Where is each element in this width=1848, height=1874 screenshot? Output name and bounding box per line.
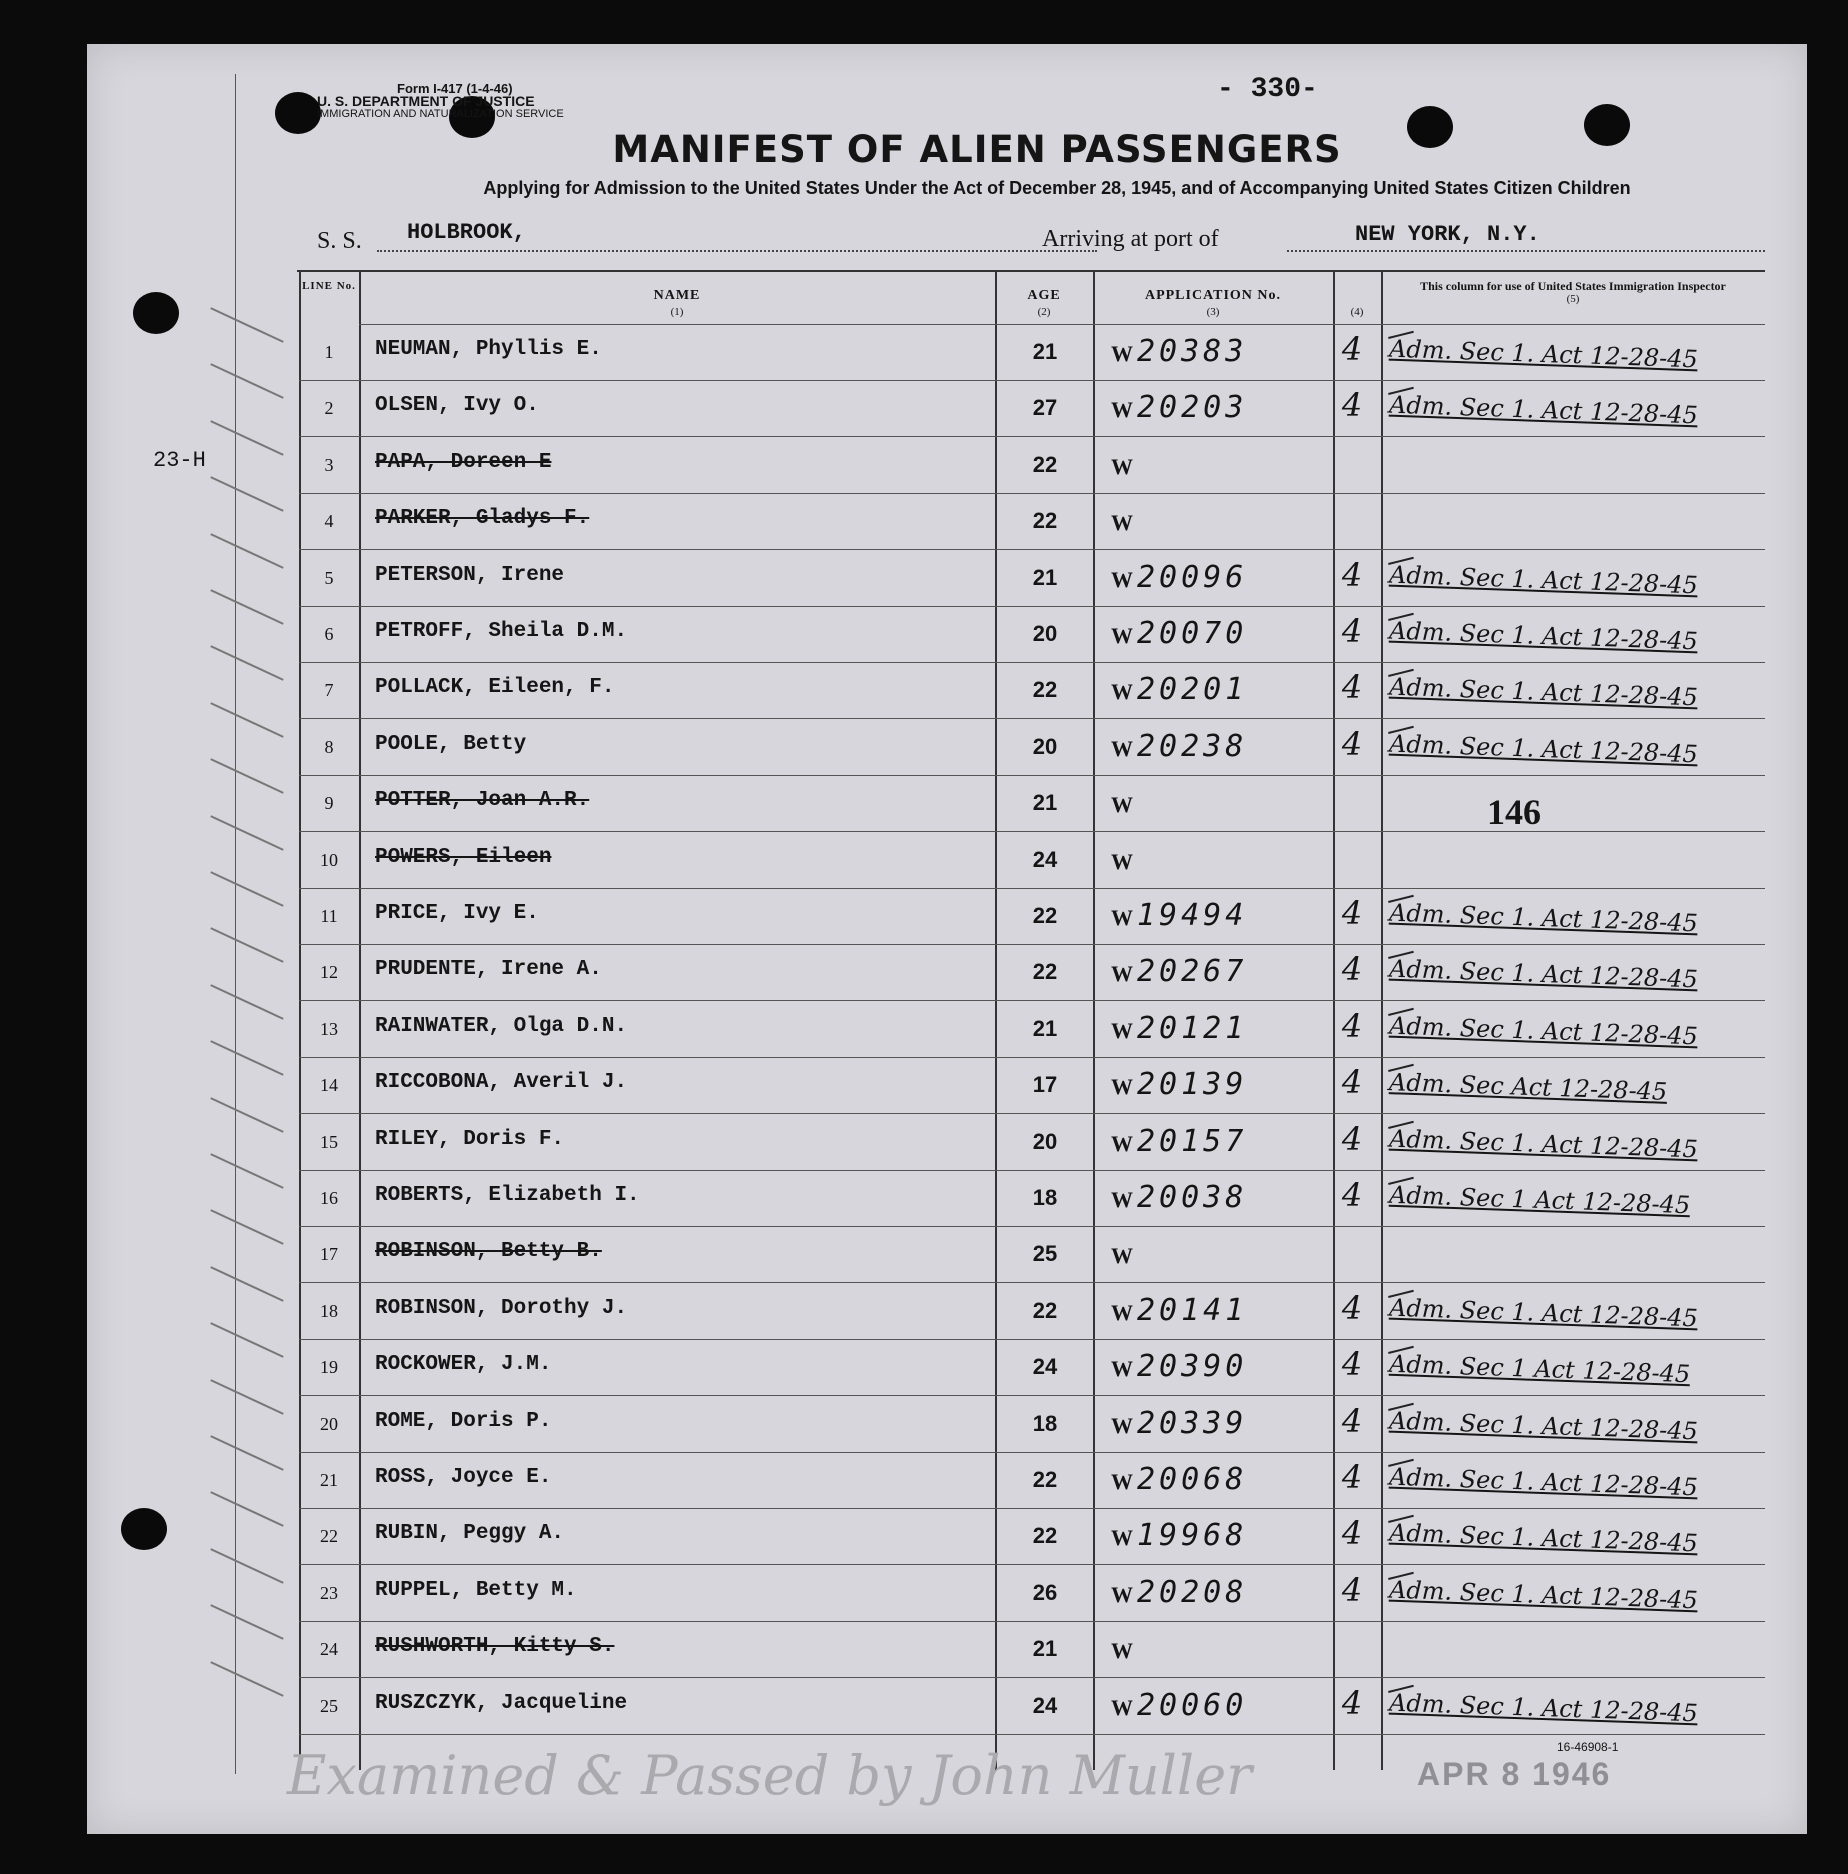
row-rule <box>299 1677 1765 1678</box>
passenger-name: RUPPEL, Betty M. <box>375 1578 577 1602</box>
inspector-note: Adm. Sec Act 12-28-45 <box>1388 1068 1668 1107</box>
application-digits: 20267 <box>1137 954 1248 990</box>
application-number <box>1111 1124 1247 1159</box>
table-row <box>87 1680 1807 1736</box>
application-digits: 20157 <box>1137 1123 1248 1159</box>
inspector-note: Adm. Sec 1. Act 12-28-45 <box>1388 560 1699 599</box>
application-number <box>1111 842 1137 877</box>
passenger-name: ROCKOWER, J.M. <box>375 1353 552 1377</box>
column-4-value: 4 <box>1341 386 1363 425</box>
row-rule <box>299 662 1765 663</box>
col-header-4 <box>1333 304 1381 320</box>
application-number <box>1111 616 1247 651</box>
row-rule <box>299 888 1765 889</box>
table-row <box>87 777 1807 833</box>
application-digits: 20060 <box>1137 1687 1248 1723</box>
ship-name-line <box>377 250 1097 252</box>
table-row <box>87 1003 1807 1059</box>
col-header-age-label: AGE <box>1027 288 1061 303</box>
arriving-label: Arriving at port of <box>1042 226 1219 252</box>
line-number: 21 <box>320 1470 338 1490</box>
row-rule <box>299 831 1765 832</box>
table-row <box>87 890 1807 946</box>
line-number: 24 <box>320 1639 338 1660</box>
passenger-name: PETERSON, Irene <box>375 563 565 587</box>
application-prefix: W <box>1111 341 1133 366</box>
application-prefix: W <box>1111 1299 1133 1325</box>
application-digits: 20139 <box>1137 1067 1248 1103</box>
application-number <box>1111 1180 1247 1215</box>
table-row <box>87 1172 1807 1228</box>
application-number <box>1111 729 1247 764</box>
inspector-note: Adm. Sec 1. Act 12-28-45 <box>1388 898 1699 938</box>
line-number: 2 <box>324 398 334 419</box>
column-4-value: 4 <box>1341 668 1363 707</box>
line-number: 1 <box>324 342 334 362</box>
application-number <box>1111 785 1137 820</box>
row-rule <box>299 493 1765 494</box>
application-digits: 20038 <box>1137 1180 1248 1215</box>
passenger-age: 18 <box>1032 1185 1058 1210</box>
passenger-name: ROSS, Joyce E. <box>375 1466 552 1489</box>
passenger-name: RUSZCZYK, Jacqueline <box>375 1691 628 1715</box>
inspector-note: Adm. Sec 1. Act 12-28-45 <box>1388 1688 1699 1727</box>
passenger-age: 22 <box>1032 903 1058 928</box>
column-4-value: 4 <box>1341 1119 1363 1158</box>
passenger-name: RICCOBONA, Averil J. <box>375 1071 628 1095</box>
passenger-name: ROBINSON, Dorothy J. <box>375 1296 628 1320</box>
column-4-value: 4 <box>1341 1345 1363 1384</box>
passenger-age: 21 <box>1032 1015 1058 1041</box>
column-4-value: 4 <box>1341 330 1363 368</box>
service: IMMIGRATION AND NATURALIZATION SERVICE <box>317 108 564 120</box>
application-prefix: W <box>1111 1694 1133 1720</box>
application-prefix: W <box>1111 1356 1133 1382</box>
page-number: - 330- <box>1217 74 1318 105</box>
row-rule <box>299 380 1765 381</box>
form-code: 16-46908-1 <box>1557 1740 1619 1754</box>
date-stamp: APR 8 1946 <box>1417 1756 1612 1792</box>
col-header-name <box>359 288 995 320</box>
passenger-age: 22 <box>1032 1523 1058 1549</box>
line-number: 9 <box>324 793 334 814</box>
col-header-inspector-label: This column for use of United States Immigration Inspector <box>1420 279 1726 293</box>
row-rule <box>299 718 1765 719</box>
application-prefix: W <box>1111 1469 1133 1494</box>
inspector-note: Adm. Sec 1. Act 12-28-45 <box>1388 673 1699 712</box>
inspector-note: Adm. Sec 1. Act 12-28-45 <box>1388 1575 1699 1615</box>
col-header-application-num: (3) <box>1206 306 1220 318</box>
column-4-value: 4 <box>1341 1683 1363 1722</box>
ss-label: S. S. <box>317 228 362 254</box>
department: U. S. DEPARTMENT OF JUSTICE <box>317 93 535 109</box>
column-4-value: 4 <box>1341 894 1363 932</box>
inspector-note: Adm. Sec 1. Act 12-28-45 <box>1388 1011 1699 1051</box>
application-prefix: W <box>1111 1638 1133 1664</box>
application-number <box>1111 1462 1247 1497</box>
application-number <box>1111 954 1247 989</box>
punch-hole <box>275 92 321 134</box>
table-row <box>87 1454 1807 1510</box>
line-number: 11 <box>320 906 338 926</box>
col-header-inspector <box>1381 280 1765 306</box>
table-row <box>87 946 1807 1002</box>
passenger-age: 20 <box>1032 733 1058 759</box>
row-rule <box>299 606 1765 607</box>
application-digits: 20390 <box>1137 1349 1248 1385</box>
application-prefix: W <box>1111 1130 1133 1156</box>
application-digits: 20070 <box>1137 616 1248 651</box>
column-4-value: 4 <box>1341 555 1363 594</box>
column-4-value: 4 <box>1341 612 1363 650</box>
inspector-note: Adm. Sec 1. Act 12-28-45 <box>1388 729 1699 769</box>
application-digits: 20141 <box>1137 1292 1248 1328</box>
application-prefix: W <box>1111 510 1133 536</box>
application-prefix: W <box>1111 905 1133 930</box>
passenger-name: NEUMAN, Phyllis E. <box>375 338 602 361</box>
passenger-age: 22 <box>1032 677 1058 703</box>
passenger-name: POLLACK, Eileen, F. <box>375 676 615 700</box>
table-row <box>87 721 1807 777</box>
application-number <box>1111 1688 1247 1723</box>
row-rule <box>299 1621 1765 1622</box>
application-prefix: W <box>1111 679 1133 705</box>
column-4-value: 4 <box>1341 1514 1363 1553</box>
passenger-name: RAINWATER, Olga D.N. <box>375 1014 628 1038</box>
line-number: 16 <box>320 1188 338 1208</box>
application-prefix: W <box>1111 453 1133 479</box>
line-number: 22 <box>320 1526 338 1547</box>
application-digits: 20096 <box>1137 559 1248 595</box>
passenger-name: PAPA, Doreen E <box>375 450 552 474</box>
application-number <box>1111 503 1137 538</box>
application-digits: 20339 <box>1137 1405 1248 1441</box>
application-prefix: W <box>1111 1187 1133 1212</box>
col-header-line <box>299 280 359 292</box>
line-number: 4 <box>324 511 334 532</box>
col-header-4-num: (4) <box>1350 306 1364 318</box>
application-digits: 20238 <box>1137 728 1248 764</box>
column-4-value: 4 <box>1341 1570 1363 1609</box>
table-row <box>87 1059 1807 1115</box>
form-metadata <box>317 82 564 121</box>
application-number <box>1111 1067 1247 1102</box>
table-row <box>87 495 1807 551</box>
passenger-age: 22 <box>1032 1467 1058 1492</box>
inspector-note: Adm. Sec 1. Act 12-28-45 <box>1388 955 1699 994</box>
col-header-application-label: APPLICATION No. <box>1144 288 1282 303</box>
table-row <box>87 1285 1807 1341</box>
inspector-note: Adm. Sec 1. Act 12-28-45 <box>1388 1124 1699 1163</box>
col-header-line-label: LINE No. <box>302 280 356 292</box>
row-rule <box>299 1508 1765 1509</box>
row-rule <box>299 1564 1765 1565</box>
inspector-note: Adm. Sec 1 Act 12-28-45 <box>1388 1180 1691 1220</box>
col-header-name-label: NAME <box>653 288 701 303</box>
application-prefix: W <box>1111 848 1133 874</box>
column-4-value: 4 <box>1341 1458 1363 1496</box>
passenger-name: RILEY, Doris F. <box>375 1127 565 1151</box>
application-number <box>1111 1406 1247 1441</box>
application-digits: 20203 <box>1137 390 1248 426</box>
passenger-age: 21 <box>1032 339 1058 364</box>
row-rule <box>299 1282 1765 1283</box>
table-row <box>87 382 1807 438</box>
side-note: 23-H <box>153 448 206 473</box>
inspector-note: Adm. Sec 1 Act 12-28-45 <box>1388 1349 1691 1389</box>
application-digits: 20121 <box>1137 1010 1248 1046</box>
application-number <box>1111 672 1247 707</box>
passenger-age: 25 <box>1032 1241 1058 1267</box>
line-number: 14 <box>320 1075 338 1096</box>
form-number: Form I-417 (1-4-46) <box>397 81 513 96</box>
application-digits: 19494 <box>1137 898 1248 933</box>
column-4-value: 4 <box>1341 1288 1363 1327</box>
table-row <box>87 1341 1807 1397</box>
table-row <box>87 608 1807 664</box>
row-rule <box>299 549 1765 550</box>
passenger-age: 27 <box>1032 395 1058 421</box>
port-name-line <box>1287 250 1765 252</box>
line-number: 13 <box>320 1018 338 1039</box>
table-row <box>87 439 1807 495</box>
inspector-note: Adm. Sec 1. Act 12-28-45 <box>1388 334 1699 374</box>
col-header-name-num: (1) <box>670 306 684 318</box>
row-rule <box>299 1452 1765 1453</box>
column-4-value: 4 <box>1341 1176 1363 1214</box>
passenger-age: 26 <box>1032 1579 1058 1605</box>
line-number: 10 <box>320 849 338 870</box>
application-prefix: W <box>1111 735 1133 761</box>
table-row <box>87 1398 1807 1454</box>
application-prefix: W <box>1111 397 1133 423</box>
inspector-note: Adm. Sec 1. Act 12-28-45 <box>1388 1462 1699 1502</box>
application-number <box>1111 898 1247 933</box>
passenger-age: 24 <box>1032 1692 1058 1718</box>
inspector-count: 146 <box>1487 792 1541 833</box>
port-name: NEW YORK, N.Y. <box>1355 222 1540 247</box>
table-row <box>87 1116 1807 1172</box>
passenger-age: 24 <box>1032 1354 1058 1380</box>
header-bottom-rule <box>359 324 1765 325</box>
application-number <box>1111 1349 1247 1384</box>
application-digits: 20383 <box>1137 334 1248 369</box>
inspector-note: Adm. Sec 1. Act 12-28-45 <box>1388 1406 1699 1445</box>
application-prefix: W <box>1111 623 1133 648</box>
application-number <box>1111 1011 1247 1046</box>
passenger-age: 20 <box>1032 1128 1058 1154</box>
passenger-age: 21 <box>1032 1636 1058 1662</box>
application-number <box>1111 1575 1247 1610</box>
line-number: 25 <box>320 1695 338 1716</box>
column-4-value: 4 <box>1341 1063 1363 1102</box>
table-row <box>87 1228 1807 1284</box>
application-number <box>1111 1236 1137 1271</box>
row-rule <box>299 436 1765 437</box>
line-number: 5 <box>324 567 334 588</box>
column-4-value: 4 <box>1341 724 1363 763</box>
passenger-name: OLSEN, Ivy O. <box>375 394 539 418</box>
passenger-name: RUSHWORTH, Kitty S. <box>375 1635 615 1659</box>
table-row <box>87 1567 1807 1623</box>
ship-name: HOLBROOK, <box>407 220 526 245</box>
column-4-value: 4 <box>1341 1401 1363 1440</box>
row-rule <box>299 1113 1765 1114</box>
row-rule <box>299 775 1765 776</box>
passenger-name: ROBERTS, Elizabeth I. <box>375 1184 640 1207</box>
line-number: 20 <box>320 1413 338 1434</box>
line-number: 8 <box>324 736 334 757</box>
table-row <box>87 664 1807 720</box>
table-row <box>87 552 1807 608</box>
row-rule <box>299 1000 1765 1001</box>
line-number: 23 <box>320 1582 338 1603</box>
inspector-note: Adm. Sec 1. Act 12-28-45 <box>1388 391 1699 430</box>
inspector-signature: Examined & Passed by John Muller <box>287 1744 1252 1807</box>
passenger-name: PARKER, Gladys F. <box>375 507 590 531</box>
application-number <box>1111 1631 1137 1666</box>
application-number <box>1111 447 1137 482</box>
column-4-value: 4 <box>1341 1006 1363 1045</box>
col-header-age <box>995 288 1093 320</box>
passenger-name: PRUDENTE, Irene A. <box>375 958 602 982</box>
line-number: 18 <box>320 1300 338 1321</box>
application-prefix: W <box>1111 566 1133 592</box>
check-mark <box>210 307 283 343</box>
application-digits: 20201 <box>1137 672 1248 708</box>
passenger-name: POOLE, Betty <box>375 732 527 756</box>
application-digits: 19968 <box>1137 1518 1248 1554</box>
application-number <box>1111 1518 1247 1553</box>
application-prefix: W <box>1111 1074 1133 1100</box>
table-row <box>87 1623 1807 1679</box>
application-prefix: W <box>1111 1017 1133 1043</box>
passenger-age: 22 <box>1032 508 1058 534</box>
application-prefix: W <box>1111 1243 1133 1269</box>
col-header-application <box>1093 288 1333 320</box>
passenger-age: 17 <box>1032 1072 1058 1098</box>
passenger-age: 21 <box>1032 790 1058 816</box>
application-prefix: W <box>1111 961 1133 987</box>
inspector-note: Adm. Sec 1. Act 12-28-45 <box>1388 1519 1699 1558</box>
passenger-name: RUBIN, Peggy A. <box>375 1522 565 1546</box>
table-top-rule <box>297 270 1765 272</box>
col-header-age-num: (2) <box>1037 306 1051 318</box>
row-rule <box>299 1339 1765 1340</box>
inspector-note: Adm. Sec 1. Act 12-28-45 <box>1388 616 1699 656</box>
application-prefix: W <box>1111 1525 1133 1551</box>
row-rule <box>299 1226 1765 1227</box>
application-digits: 20208 <box>1137 1574 1248 1610</box>
column-4-value: 4 <box>1341 950 1363 989</box>
passenger-name: PRICE, Ivy E. <box>375 902 539 925</box>
application-number <box>1111 390 1247 425</box>
table-row <box>87 326 1807 382</box>
passenger-age: 21 <box>1032 564 1058 590</box>
page-title: MANIFEST OF ALIEN PASSENGERS <box>612 128 1342 171</box>
passenger-name: PETROFF, Sheila D.M. <box>375 620 628 643</box>
line-number: 3 <box>324 454 334 475</box>
row-rule <box>299 944 1765 945</box>
passenger-name: ROME, Doris P. <box>375 1409 552 1433</box>
inspector-note: Adm. Sec 1. Act 12-28-45 <box>1388 1293 1699 1333</box>
manifest-page <box>87 44 1807 1834</box>
passenger-name: POTTER, Joan A.R. <box>375 789 590 813</box>
line-number: 15 <box>320 1131 338 1152</box>
application-number <box>1111 1293 1247 1328</box>
row-rule <box>299 1395 1765 1396</box>
passenger-name: ROBINSON, Betty B. <box>375 1240 602 1264</box>
application-prefix: W <box>1111 1412 1133 1438</box>
passenger-age: 18 <box>1032 1410 1058 1436</box>
page-subtitle: Applying for Admission to the United States Under the Act of December 28, 1945, and of Accompanying United States Citizen Children <box>483 178 1631 198</box>
passenger-age: 22 <box>1032 1297 1058 1323</box>
application-prefix: W <box>1111 1581 1133 1607</box>
table-row <box>87 834 1807 890</box>
row-rule <box>299 1170 1765 1171</box>
line-number: 17 <box>320 1244 338 1265</box>
line-number: 7 <box>324 680 334 701</box>
passenger-age: 20 <box>1032 621 1058 646</box>
table-row <box>87 1510 1807 1566</box>
line-number: 12 <box>320 962 338 983</box>
application-digits: 20068 <box>1137 1462 1248 1497</box>
row-rule <box>299 1734 1765 1735</box>
col-header-inspector-num: (5) <box>1566 293 1580 305</box>
row-rule <box>299 1057 1765 1058</box>
passenger-age: 22 <box>1032 451 1058 477</box>
line-number: 19 <box>320 1357 338 1378</box>
application-prefix: W <box>1111 792 1133 818</box>
passenger-name: POWERS, Eileen <box>375 845 552 869</box>
application-number <box>1111 334 1247 369</box>
line-number: 6 <box>324 624 334 644</box>
application-number <box>1111 560 1247 595</box>
passenger-age: 24 <box>1032 846 1058 872</box>
passenger-age: 22 <box>1032 959 1058 985</box>
